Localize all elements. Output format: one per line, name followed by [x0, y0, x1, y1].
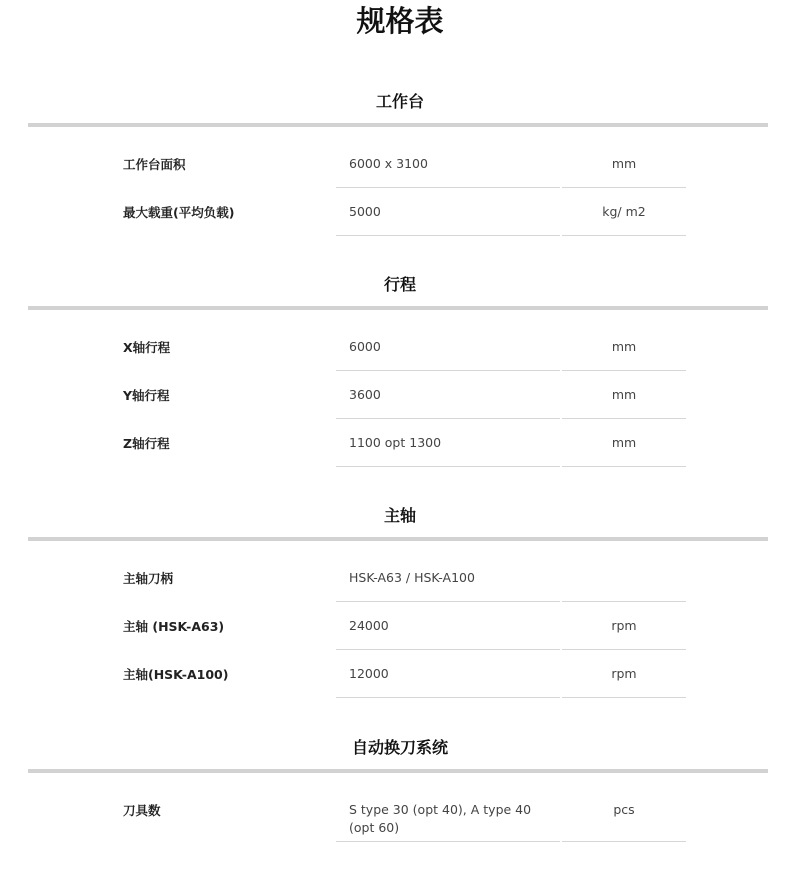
section-title: 行程 [383, 275, 416, 294]
section-worktable [0, 92, 800, 236]
spec-unit-cell [562, 786, 686, 842]
spec-value-cell [336, 188, 560, 236]
spec-value: HSK-A63 / HSK-A100 [349, 570, 475, 585]
spec-unit-cell [562, 554, 686, 602]
spec-unit-cell [562, 140, 686, 188]
spec-value-cell [336, 419, 560, 467]
spec-row [0, 419, 800, 467]
spec-unit-cell [562, 419, 686, 467]
spec-row [0, 188, 800, 236]
spec-unit: mm [611, 435, 637, 450]
section-atc [0, 738, 800, 842]
spec-table [0, 786, 800, 842]
section-travel [0, 275, 800, 467]
spec-unit: rpm [611, 666, 637, 681]
spec-label: 主轴刀柄 [123, 571, 174, 586]
spec-unit-cell [562, 188, 686, 236]
spec-value: 1100 opt 1300 [349, 435, 442, 450]
spec-value-cell [336, 554, 560, 602]
spec-row [0, 140, 800, 188]
section-title: 工作台 [375, 92, 424, 111]
section-divider [28, 306, 768, 310]
spec-label: 最大载重(平均负载) [123, 205, 235, 220]
spec-row [0, 323, 800, 371]
section-title: 自动换刀系统 [351, 738, 448, 757]
spec-row [0, 786, 800, 842]
section-divider [28, 123, 768, 127]
spec-unit-cell [562, 650, 686, 698]
spec-table [0, 554, 800, 698]
spec-row [0, 554, 800, 602]
spec-label: 主轴 (HSK-A63) [123, 619, 225, 634]
spec-row [0, 371, 800, 419]
spec-table [0, 140, 800, 236]
spec-value-cell [336, 371, 560, 419]
section-spindle [0, 506, 800, 698]
section-divider [28, 537, 768, 541]
spec-unit [562, 554, 686, 569]
spec-row [0, 650, 800, 698]
spec-unit: mm [611, 156, 637, 171]
spec-value: S type 30 (opt 40), A type 40 (opt 60) [349, 802, 532, 835]
spec-value-cell [336, 650, 560, 698]
spec-unit-cell [562, 602, 686, 650]
spec-value-cell [336, 140, 560, 188]
spec-unit: rpm [611, 618, 637, 633]
spec-unit-cell [562, 323, 686, 371]
spec-label: 主轴(HSK-A100) [123, 667, 229, 682]
spec-table [0, 323, 800, 467]
spec-value-cell [336, 786, 560, 842]
spec-value: 6000 [349, 339, 381, 354]
spec-label: Z轴行程 [123, 436, 170, 451]
spec-value: 3600 [349, 387, 381, 402]
section-title: 主轴 [383, 506, 416, 525]
spec-label: 工作台面积 [123, 157, 186, 172]
spec-unit: pcs [613, 802, 635, 817]
spec-value: 6000 x 3100 [349, 156, 428, 171]
spec-label: 刀具数 [123, 803, 161, 818]
spec-value: 24000 [349, 618, 389, 633]
page-title: 规格表 [356, 4, 444, 38]
spec-unit: mm [611, 339, 637, 354]
spec-unit-cell [562, 371, 686, 419]
spec-row [0, 602, 800, 650]
spec-value-cell [336, 602, 560, 650]
spec-value-cell [336, 323, 560, 371]
spec-value: 12000 [349, 666, 389, 681]
spec-unit: kg/ m2 [602, 204, 646, 219]
spec-label: X轴行程 [123, 340, 171, 355]
spec-unit: mm [611, 387, 637, 402]
section-divider [28, 769, 768, 773]
spec-value: 5000 [349, 204, 381, 219]
spec-label: Y轴行程 [123, 388, 170, 403]
